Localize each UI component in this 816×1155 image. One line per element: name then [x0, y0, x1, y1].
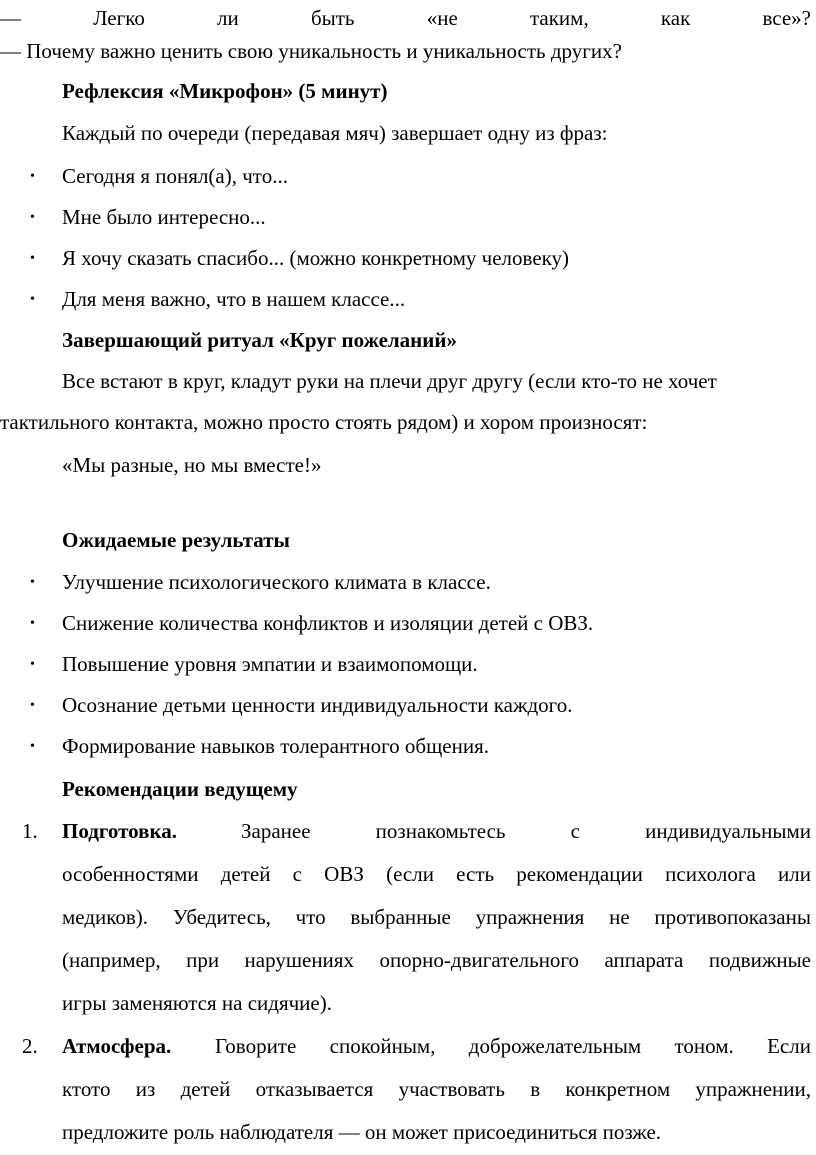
word: детей [180, 1077, 231, 1101]
results-heading: Ожидаемые результаты [62, 528, 290, 552]
intro-question-line-2: — Почему важно ценить свою уникальность и уникальность других? [0, 39, 622, 63]
word: (если [386, 862, 434, 886]
word: Заранее [241, 819, 311, 843]
item-title: Атмосфера. [62, 1034, 172, 1058]
word: — [0, 6, 21, 30]
word: таким, [529, 6, 589, 30]
word: что [295, 905, 326, 929]
recommendation-line [62, 950, 811, 971]
ritual-heading: Завершающий ритуал «Круг пожеланий» [62, 328, 457, 352]
word: отказывается [255, 1077, 374, 1101]
bullet: • [30, 698, 35, 713]
word: упражнения [475, 905, 585, 929]
word: участвовать [398, 1077, 505, 1101]
word: с [292, 862, 302, 886]
word: детей [220, 862, 271, 886]
word: упражнении, [695, 1077, 811, 1101]
word: конкретном [565, 1077, 671, 1101]
recommendation-line [62, 1036, 811, 1057]
bullet: • [30, 575, 35, 590]
word: не [609, 905, 630, 929]
reflection-heading: Рефлексия «Микрофон» (5 минут) [62, 79, 388, 103]
item-number: 1. [22, 819, 38, 843]
word: медиков). [62, 905, 149, 929]
word: в [530, 1077, 541, 1101]
word: Говорите [215, 1034, 297, 1058]
recommendation-line [62, 864, 811, 885]
word: ли [217, 6, 239, 30]
word: есть [456, 862, 495, 886]
reflection-intro: Каждый по очереди (передавая мяч) завершает одну из фраз: [62, 121, 608, 145]
word: особенностями [62, 862, 199, 886]
word: или [777, 862, 811, 886]
word: индивидуальными [645, 819, 811, 843]
word: как [660, 6, 691, 30]
word: «не [426, 6, 458, 30]
bullet: • [30, 169, 35, 184]
word: аппарата [604, 948, 684, 972]
recommendation-line [62, 1079, 811, 1100]
word: выбранные [350, 905, 451, 929]
recommendation-line [62, 907, 811, 928]
word: ктото [62, 1077, 111, 1101]
word: все»? [762, 6, 811, 30]
item-title: Подготовка. [62, 819, 177, 843]
word: при [186, 948, 220, 972]
recommendations-heading: Рекомендации ведущему [62, 777, 298, 801]
word: доброжелательным [468, 1034, 642, 1058]
word: опорно-двигательного [379, 948, 580, 972]
word: ОВЗ [324, 862, 364, 886]
word: из [135, 1077, 156, 1101]
list-item-text: Сегодня я понял(а), что... [62, 164, 288, 188]
list-item-text: Снижение количества конфликтов и изоляции детей с ОВЗ. [62, 611, 594, 635]
word: тоном. [674, 1034, 734, 1058]
word: (например, [62, 948, 161, 972]
ritual-text-line-2: тактильного контакта, можно просто стоять рядом) и хором произносят: [0, 410, 648, 434]
list-item-text: Я хочу сказать спасибо... (можно конкретному человеку) [62, 246, 570, 270]
recommendation-line [62, 821, 811, 842]
bullet: • [30, 739, 35, 754]
word: Убедитесь, [172, 905, 271, 929]
list-item-text: Мне было интересно... [62, 205, 266, 229]
word: Если [767, 1034, 811, 1058]
word: психолога [665, 862, 756, 886]
bullet: • [30, 210, 35, 225]
ritual-text-line-1: Все встают в круг, кладут руки на плечи друг другу (если кто-то не хочет [62, 369, 717, 393]
list-item-text: Улучшение психологического климата в классе. [62, 570, 491, 594]
list-item-text: Для меня важно, что в нашем классе... [62, 287, 406, 311]
word-group [215, 1036, 811, 1057]
word: быть [310, 6, 355, 30]
list-item-text: Формирование навыков толерантного общения. [62, 734, 489, 758]
bullet: • [30, 657, 35, 672]
list-item-text: Осознание детьми ценности индивидуальности каждого. [62, 693, 573, 717]
list-item-text: Повышение уровня эмпатии и взаимопомощи. [62, 652, 478, 676]
ritual-quote: «Мы разные, но мы вместе!» [62, 453, 322, 477]
word: с [570, 819, 580, 843]
recommendation-line: предложите роль наблюдателя — он может присоединиться позже. [62, 1120, 662, 1144]
word: рекомендации [516, 862, 643, 886]
item-number: 2. [22, 1034, 38, 1058]
word: противопоказаны [654, 905, 811, 929]
bullet: • [30, 251, 35, 266]
recommendation-line: игры заменяются на сидячие). [62, 991, 332, 1015]
word-group [241, 821, 811, 842]
intro-question-line-1 [0, 8, 811, 29]
bullet: • [30, 292, 35, 307]
word: спокойным, [329, 1034, 436, 1058]
word: Легко [93, 6, 145, 30]
bullet: • [30, 616, 35, 631]
word: подвижные [708, 948, 811, 972]
word: познакомьтесь [375, 819, 506, 843]
word: нарушениях [244, 948, 354, 972]
